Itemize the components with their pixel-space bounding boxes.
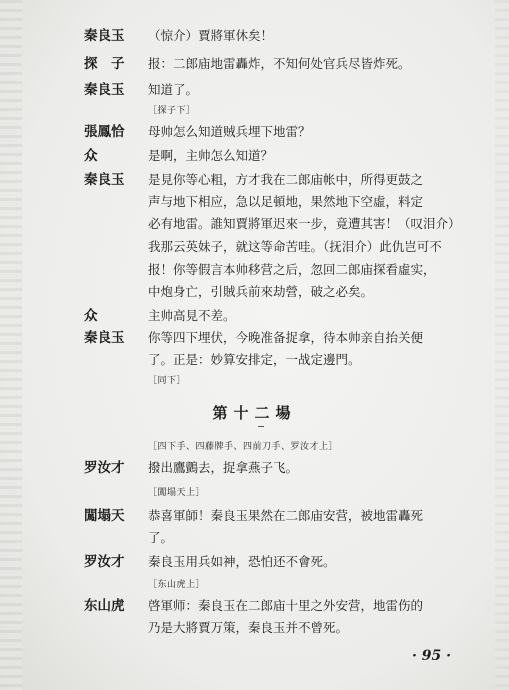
speaker-name: 探 子 — [84, 56, 125, 72]
speaker-name: 闖塌天 — [84, 508, 125, 524]
stage-direction: ［闖塌天上］ — [148, 488, 206, 498]
scene-heading: 第十二場 — [212, 404, 297, 422]
dialogue-text: 啓軍师：秦良玉在二郎庙十里之外安营，地雷伤的 — [148, 598, 424, 613]
continuation-line: 必有地雷。誰知賈將軍迟來一步，竟遭其害！（叹泪介） — [148, 216, 461, 231]
continuation-line: 了。 — [148, 530, 174, 545]
heading-rule — [258, 426, 264, 427]
speaker-name: 秦良玉 — [84, 82, 125, 98]
dialogue-text: 恭喜軍師！秦良玉果然在二郎庙安营，被地雷轟死 — [148, 508, 424, 523]
speaker-name: 秦良玉 — [84, 28, 125, 44]
continuation-line: 声与地下相应，急以足頓地，果然地下空虛，料定 — [148, 194, 424, 209]
dialogue-text: 主帅高見不差。 — [148, 308, 236, 323]
dialogue-text: 知道了。 — [148, 82, 199, 97]
continuation-line: 乃是大將賈万策，秦良玉并不曾死。 — [148, 620, 349, 635]
dialogue-text: 是見你等心粗，方才我在二郎庙帐中，所得更鼓之 — [148, 172, 424, 187]
speaker-name: 張鳳恰 — [84, 124, 125, 140]
page-edge-shadow — [0, 0, 22, 690]
speaker-name: 罗汝才 — [84, 460, 125, 476]
speaker-name: 罗汝才 — [84, 554, 125, 570]
dialogue-text: 撥出鷹鸇去，捉拿燕子飞。 — [148, 460, 299, 475]
stage-direction: ［探子下］ — [148, 106, 196, 116]
stage-direction: ［四下手、四藤牌手、四前刀手、罗汝才上］ — [148, 442, 339, 452]
speaker-name: 众 — [84, 308, 98, 324]
dialogue-text: 秦良玉用兵如神，恐怕还不會死。 — [148, 554, 336, 569]
speaker-name: 众 — [84, 148, 98, 164]
dialogue-text: 是啊，主帅怎么知道？ — [148, 148, 274, 163]
stage-direction: ［东山虎上］ — [148, 580, 206, 590]
dialogue-text: 你等四下埋伏，今晚准备捉拿，待本帅亲自抬关便 — [148, 330, 424, 345]
page-number: · 95 · — [412, 648, 451, 664]
continuation-line: 了。正是：妙算安排定，一战定邊門。 — [148, 352, 361, 367]
continuation-line: 报！你等假言本帅移营之后，忽回二郎庙探看虛实， — [148, 262, 436, 277]
dialogue-text: 母帅怎么知道贼兵埋下地雷？ — [148, 124, 311, 139]
dialogue-text: 报：二郎庙地雷轟炸，不知何处官兵尽皆炸死。 — [148, 56, 411, 71]
dialogue-text: （惊介）賈將軍休矣！ — [148, 28, 274, 43]
speaker-name: 秦良玉 — [84, 172, 125, 188]
speaker-name: 秦良玉 — [84, 330, 125, 346]
speaker-name: 东山虎 — [84, 598, 125, 614]
continuation-line: 我那云英妹子，就这等命苦哇。（抚泪介）此仇岂可不 — [148, 239, 442, 254]
stage-direction: ［同下］ — [148, 376, 187, 386]
continuation-line: 中炮身亡，引賊兵前來劫營，破之必矣。 — [148, 284, 374, 299]
